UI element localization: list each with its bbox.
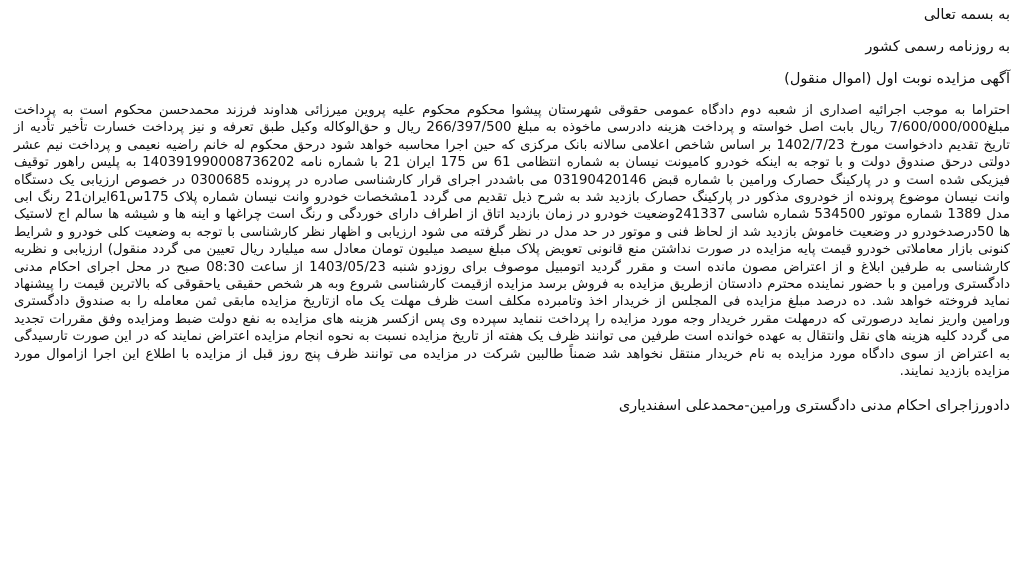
publication-line: به روزنامه رسمی کشور: [865, 39, 1010, 55]
notice-body: احتراما به موجب اجرائیه اصداری از شعبه دوم دادگاه عمومی حقوقی شهرستان پیشوا محکوم محکوم علیه پروین میرزائی هداوند فرزند محمدحسن محکوم است به پرداخت مبلغ7/600/000/000 ریال بابت اصل خواسته و پرداخت هزینه دادرسی ماخوذه به مبلغ 266/397/500 ریال و حق‌الوکاله وکیل طبق تعرفه و نیز پرداخت خسارت تأخیر تأدیه از تاریخ تقدیم دادخواست مورخ 1402/7/23 بر اساس شاخص اعلامی سالانه بانک مرکزی که حین اجرا محاسبه خواهد شود درحق محکوم له خانم راضیه نعیمی و پرداخت نیم عشر دولتی درحق صندوق دولت و با توجه به اینکه خودرو کامیونت نیسان به شماره انتظامی 61 س 175 ایران 21 با شماره نامه 140391990008736202 به پلیس راهور توقیف فیزیکی شده است و در پارکینگ حصارک ورامین با شماره قبض 03190420146 می باشددر اجرای قرار کارشناسی صادره در پرونده 0300685 در خصوص ارزیابی یک دستگاه وانت نیسان موضوع پرونده از خودروی مذکور در پارکینگ حصارک بازدید شد به شرح ذیل تقدیم می گردد 1مشخصات خودرو وانت نیسان شماره پلاک 175س61ایران21 رنگ ابی مدل 1389 شماره موتور 534500 شماره شاسی 241337وضعیت خودرو در زمان بازدید اتاق از اطراف دارای خوردگی و رنگ است چراغها و اینه ها و شیشه ها سالم اج لاستیک ها 50درصدخودرو در وضعیت خاموش بازدید شد از لحاظ فنی و موتور در حد مدل در نظر گرفته می شود ارزیابی و اظهار نظر کارشناسی با توجه به وضعیت کلی خودرو و شرایط کنونی بازار معاملاتی خودرو قیمت پایه مزایده در صورت نداشتن منع قانونی تعویض پلاک مبلغ سیصد میلیون تومان معادل سه میلیارد ریال تعیین می گردد منقول) ارزیابی و نظریه کارشناسی به طرفین ابلاغ و از اعتراض مصون مانده است و مقرر گردید اتومبیل موصوف برای روزدو شنبه 1403/05/23 از ساعت 08:30 صبح در محل اجرای احکام مدنی دادگستری ورامین و با حضور نماینده محترم دادستان ازطریق مزایده به فروش برسد مزایده ازقیمت کارشناسی شروع وبه هر شخص حقیقی یاحقوقی که بالاترین قیمت را پیشنهاد نماید فروخته خواهد شد. ده درصد مبلغ مزایده فی المجلس از خریدار اخذ وتامبرده مکلف است ظرف مهلت یک ماه ازتاریخ مزایده مابقی ثمن معامله را به صندوق دادگستری ورامین واریز نماید درصورتی که درمهلت مقرر خریدار وجه مورد مزایده را پرداخت ننماید سپرده وی پس ازکسر هزینه های مزایده به نفع دولت ضبط ومزایده وفق مقررات تجدید می گردد کلیه هزینه های نقل وانتقال به عهده خوانده است طرفین می توانند ظرف یک هفته از تاریخ مزایده نسبت به نحوه انجام مزایده اعتراض نمایند که در این صورت تارسیدگی به اعتراض از سوی دادگاه مورد مزایده به نام خریدار منتقل نخواهد شد ضمناً طالبین شرکت در مزایده می توانند ظرف پنج روز قبل از مزایده با اطلاع این اجرا ازاموال مورد مزایده بازدید نمایند.: [14, 103, 1010, 380]
invocation-line: به بسمه تعالی: [923, 7, 1010, 23]
notice-title: آگهی مزایده نوبت اول (اموال منقول): [784, 71, 1010, 87]
signature-line: دادورزاجرای احکام مدنی دادگستری ورامین-محمدعلی اسفندیاری: [618, 397, 1010, 414]
notice-page: [14, 4, 1010, 570]
